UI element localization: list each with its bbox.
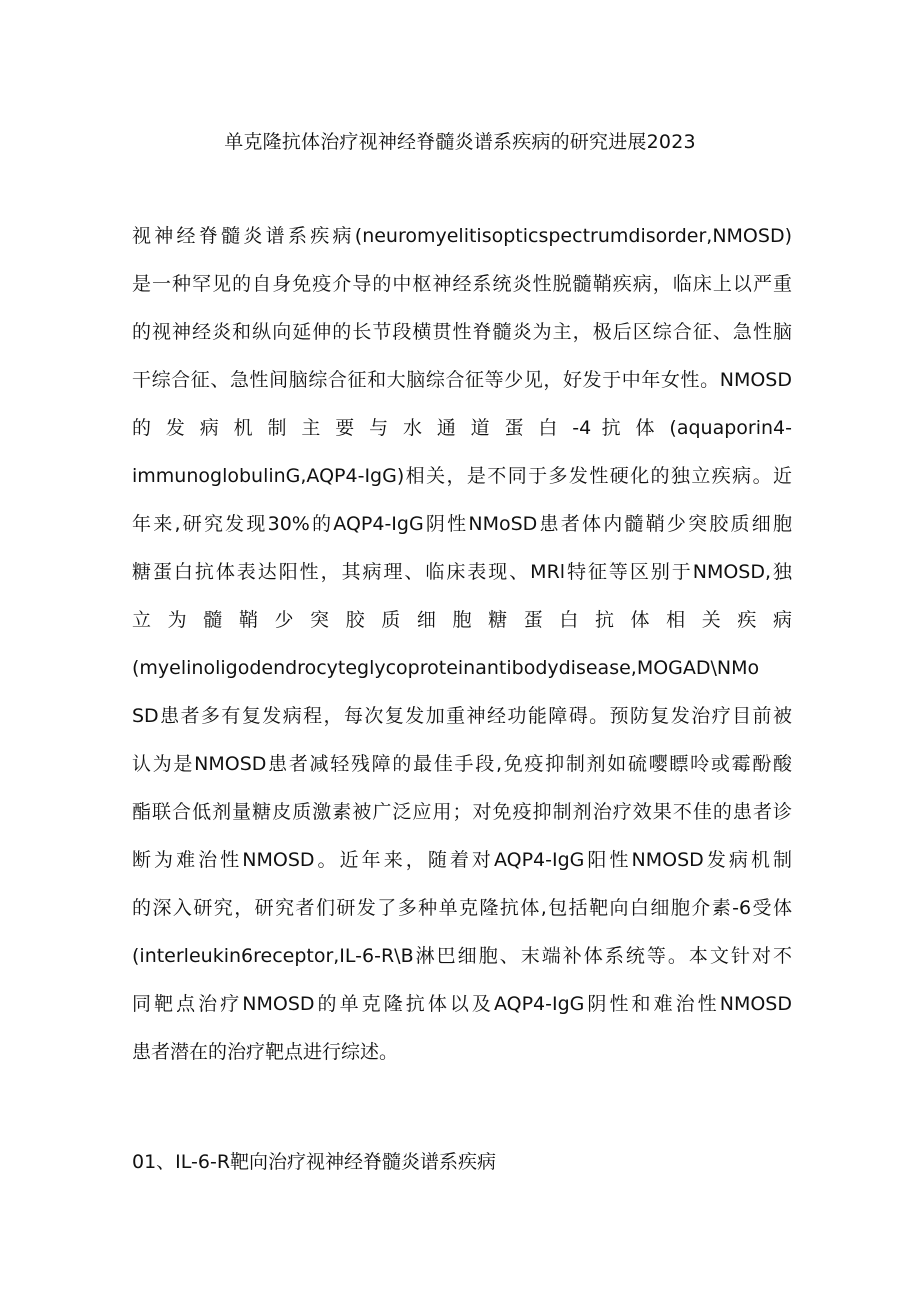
paragraph-line: SD患者多有复发病程，每次复发加重神经功能障碍。预防复发治疗目前被 (132, 705, 792, 727)
paragraph-line: 干综合征、急性间脑综合征和大脑综合征等少见，好发于中年女性。NMOSD (132, 369, 792, 391)
paragraph-line: 的 发 病 机 制 主 要 与 水 通 道 蛋 白 -4 抗 体 (aquaporin4- (132, 417, 792, 439)
paragraph-line: 糖蛋白抗体表达阳性，其病理、临床表现、MRl特征等区别于NMOSD,独 (132, 561, 792, 583)
intro-paragraph (132, 220, 792, 1084)
paragraph-line: (interleukin6receptor,IL-6-R\B淋巴细胞、末端补体系统等。本文针对不 (132, 945, 792, 967)
paragraph-line: immunoglobulinG,AQP4-IgG)相关，是不同于多发性硬化的独立疾病。近 (132, 465, 792, 487)
document-title: 单克隆抗体治疗视神经脊髓炎谱系疾病的研究进展2023 (224, 131, 696, 153)
paragraph-line: 的深入研究，研究者们研发了多种单克隆抗体,包括靶向白细胞介素-6受体 (132, 897, 792, 919)
paragraph-line: 酯联合低剂量糖皮质激素被广泛应用；对免疫抑制剂治疗效果不佳的患者诊 (132, 801, 792, 823)
paragraph-line: 是一种罕见的自身免疫介导的中枢神经系统炎性脱髓鞘疾病，临床上以严重 (132, 273, 792, 295)
paragraph-line: 患者潜在的治疗靶点进行综述。 (132, 1041, 399, 1063)
paragraph-line: 认为是NMOSD患者减轻残障的最佳手段,免疫抑制剂如硫嘤瞟呤或霉酚酸 (132, 753, 792, 775)
paragraph-line: 年来,研究发现30%的AQP4-IgG阴性NMoSD患者体内髓鞘少突胶质细胞 (132, 513, 792, 535)
paragraph-line: 同靶点治疗NMOSD的单克隆抗体以及AQP4-IgG阴性和难治性NMOSD (132, 993, 792, 1015)
paragraph-line: 视神经脊髓炎谱系疾病(neuromyelitisopticspectrumdisorder,NMOSD) (132, 225, 792, 247)
paragraph-line: 立 为 髓 鞘 少 突 胶 质 细 胞 糖 蛋 白 抗 体 相 关 疾 病 (132, 609, 792, 631)
section-heading: 01、IL-6-R靶向治疗视神经脊髓炎谱系疾病 (132, 1151, 497, 1173)
paragraph-line: 的视神经炎和纵向延伸的长节段横贯性脊髓炎为主，极后区综合征、急性脑 (132, 321, 792, 343)
paragraph-line: (myelinoligodendrocyteglycoproteinantibodydisease,MOGAD\NMo (132, 657, 760, 679)
paragraph-line: 断为难治性NMOSD。近年来，随着对AQP4-IgG阳性NMOSD发病机制 (132, 849, 792, 871)
